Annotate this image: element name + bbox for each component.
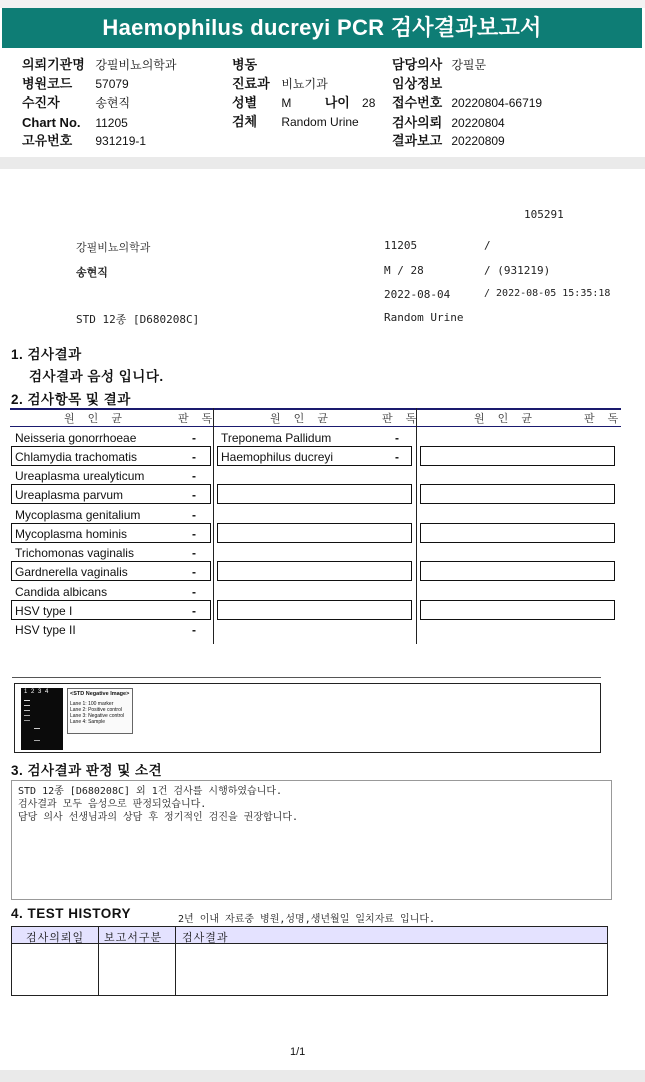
col1-header-name: 원 인 균 bbox=[64, 413, 127, 425]
empty-row-box bbox=[217, 561, 412, 581]
summary-slash: / bbox=[484, 239, 491, 252]
receipt-value: 20220804-66719 bbox=[451, 96, 543, 110]
organism-name: Treponema Pallidum bbox=[221, 431, 332, 445]
gel-legend-line: Lane 1: 100 marker bbox=[70, 701, 114, 707]
col2-header-name: 원 인 균 bbox=[270, 413, 333, 425]
empty-row-box bbox=[420, 561, 615, 581]
table-head-rule bbox=[10, 426, 621, 427]
history-header-result: 검사결과 bbox=[182, 932, 229, 944]
summary-date2: / 2022-08-05 15:35:18 bbox=[484, 288, 611, 299]
gel-legend-line: Lane 4: Sample bbox=[70, 719, 106, 725]
request-value: 20220804 bbox=[451, 116, 505, 130]
summary-sex-age: M / 28 bbox=[384, 264, 424, 277]
clinical-label: 임상정보 bbox=[392, 76, 443, 91]
organism-name: Mycoplasma genitalium bbox=[15, 508, 141, 522]
age-label: 나이 bbox=[324, 95, 350, 110]
history-col-divider bbox=[175, 927, 176, 995]
organism-result: - bbox=[192, 623, 196, 637]
doctor-row bbox=[392, 55, 486, 75]
gel-legend-line: Lane 2: Positive control bbox=[70, 707, 122, 713]
empty-row-box bbox=[420, 600, 615, 620]
organism-result: - bbox=[192, 469, 196, 483]
organism-result: - bbox=[395, 450, 399, 464]
uid-value: 931219-1 bbox=[95, 134, 147, 148]
col1-header-result: 판 독 bbox=[178, 413, 218, 425]
opinion-line: 담당 의사 선생님과의 상담 후 정기적인 검진을 권장합니다. bbox=[18, 812, 299, 823]
organism-name: HSV type I bbox=[15, 604, 73, 618]
history-col-divider bbox=[98, 927, 99, 995]
opinion-box bbox=[11, 780, 612, 900]
receipt-row bbox=[392, 93, 542, 113]
section2-title: 2. 검사항목 및 결과 bbox=[11, 392, 131, 407]
col-divider-2 bbox=[416, 408, 417, 644]
top-strip bbox=[0, 0, 645, 8]
chart-value: 11205 bbox=[95, 116, 128, 130]
organism-result: - bbox=[395, 431, 399, 445]
sex-label: 성별 bbox=[232, 95, 258, 110]
organism-name: Mycoplasma hominis bbox=[15, 527, 128, 541]
organism-result: - bbox=[192, 450, 196, 464]
organism-name: Ureaplasma urealyticum bbox=[15, 469, 145, 483]
request-label: 검사의뢰 bbox=[392, 115, 443, 130]
organism-result: - bbox=[192, 508, 196, 522]
empty-row-box bbox=[420, 523, 615, 543]
dept-value: 비뇨기과 bbox=[281, 77, 328, 91]
clinical-row bbox=[392, 74, 448, 94]
ward-label: 병동 bbox=[232, 57, 258, 72]
organism-name: Candida albicans bbox=[15, 585, 108, 599]
opinion-line: STD 12종 [D680208C] 외 1건 검사를 시행하였습니다. bbox=[18, 786, 283, 797]
divider-rule bbox=[12, 677, 601, 678]
chart-row bbox=[22, 113, 128, 133]
organism-result: - bbox=[192, 604, 196, 618]
patient-label: 수진자 bbox=[22, 95, 60, 110]
organism-name: Gardnerella vaginalis bbox=[15, 565, 128, 579]
age-value: 28 bbox=[362, 96, 376, 110]
empty-row-box bbox=[420, 446, 615, 466]
section1-title: 1. 검사결과 bbox=[11, 347, 82, 362]
opinion-line: 검사결과 모두 음성으로 판정되었습니다. bbox=[18, 799, 207, 810]
report-value: 20220809 bbox=[451, 134, 505, 148]
receipt-label: 접수번호 bbox=[392, 95, 443, 110]
section4-note: 2년 이내 자료중 병원,성명,생년월일 일치자료 입니다. bbox=[178, 914, 436, 925]
hospcode-row bbox=[22, 74, 129, 94]
bottom-strip bbox=[0, 1070, 645, 1082]
specimen-value: Random Urine bbox=[281, 115, 359, 129]
summary-birth: / (931219) bbox=[484, 264, 551, 277]
summary-specimen: Random Urine bbox=[384, 311, 464, 324]
summary-chart: 11205 bbox=[384, 239, 418, 252]
organism-result: - bbox=[192, 546, 196, 560]
organism-result: - bbox=[192, 488, 196, 502]
summary-test: STD 12종 [D680208C] bbox=[76, 313, 200, 326]
chart-label: Chart No. bbox=[22, 115, 81, 130]
doctor-value: 강필문 bbox=[451, 58, 487, 72]
patient-value: 송현직 bbox=[95, 96, 131, 110]
section4-title: 4. TEST HISTORY bbox=[11, 906, 132, 921]
hospital-row bbox=[22, 55, 177, 75]
page-number: 1/1 bbox=[290, 1046, 306, 1058]
hospital-label: 의뢰기관명 bbox=[22, 57, 85, 72]
empty-row-box bbox=[420, 484, 615, 504]
col3-header-result: 판 독 bbox=[584, 413, 624, 425]
doctor-label: 담당의사 bbox=[392, 57, 443, 72]
history-table bbox=[11, 926, 608, 996]
organism-name: Neisseria gonorrhoeae bbox=[15, 431, 137, 445]
dept-row bbox=[232, 74, 328, 94]
history-header bbox=[12, 927, 607, 944]
empty-row-box bbox=[217, 484, 412, 504]
history-header-date: 검사의뢰일 bbox=[26, 932, 85, 944]
hospital-value: 강필비뇨의학과 bbox=[95, 58, 177, 72]
specimen-row bbox=[232, 112, 359, 132]
organism-name: Haemophilus ducreyi bbox=[221, 450, 334, 464]
empty-row-box bbox=[217, 600, 412, 620]
summary-patient: 송현직 bbox=[76, 266, 108, 279]
organism-name: HSV type II bbox=[15, 623, 76, 637]
report-number: 105291 bbox=[524, 208, 564, 221]
gel-image bbox=[21, 688, 63, 750]
section3-title: 3. 검사결과 판정 및 소견 bbox=[11, 763, 163, 778]
request-row bbox=[392, 113, 505, 133]
page-separator bbox=[0, 157, 645, 169]
organism-name: Trichomonas vaginalis bbox=[15, 546, 134, 560]
organism-result: - bbox=[192, 585, 196, 599]
organism-result: - bbox=[192, 431, 196, 445]
history-header-type: 보고서구분 bbox=[104, 932, 163, 944]
gel-image-frame bbox=[14, 683, 601, 753]
summary-date1: 2022-08-04 bbox=[384, 288, 451, 301]
report-row bbox=[392, 131, 505, 151]
section1-text: 검사결과 음성 입니다. bbox=[29, 369, 164, 384]
patient-row bbox=[22, 93, 130, 113]
dept-label: 진료과 bbox=[232, 76, 270, 91]
sex-value: M bbox=[281, 96, 292, 110]
specimen-label: 검체 bbox=[232, 114, 258, 129]
report-label: 결과보고 bbox=[392, 133, 443, 148]
organism-result: - bbox=[192, 527, 196, 541]
col3-header-name: 원 인 균 bbox=[474, 413, 537, 425]
organism-name: Chlamydia trachomatis bbox=[15, 450, 138, 464]
gel-legend bbox=[67, 688, 133, 734]
organism-result: - bbox=[192, 565, 196, 579]
sex-age-row bbox=[232, 93, 375, 113]
report-title: Haemophilus ducreyi PCR 검사결과보고서 bbox=[2, 8, 642, 48]
uid-label: 고유번호 bbox=[22, 133, 73, 148]
ward-row bbox=[232, 55, 278, 75]
gel-legend-title: <STD Negative Image> bbox=[70, 691, 130, 697]
uid-row bbox=[22, 131, 146, 151]
gel-legend-line: Lane 3: Negative control bbox=[70, 713, 125, 719]
col2-header-result: 판 독 bbox=[382, 413, 422, 425]
summary-hospital: 강필비뇨의학과 bbox=[76, 241, 151, 254]
hospcode-label: 병원코드 bbox=[22, 76, 73, 91]
col-divider-1 bbox=[213, 408, 214, 644]
empty-row-box bbox=[217, 523, 412, 543]
gel-lane-labels: 1 2 3 4 bbox=[24, 689, 50, 695]
hospcode-value: 57079 bbox=[95, 77, 129, 91]
organism-name: Ureaplasma parvum bbox=[15, 488, 124, 502]
